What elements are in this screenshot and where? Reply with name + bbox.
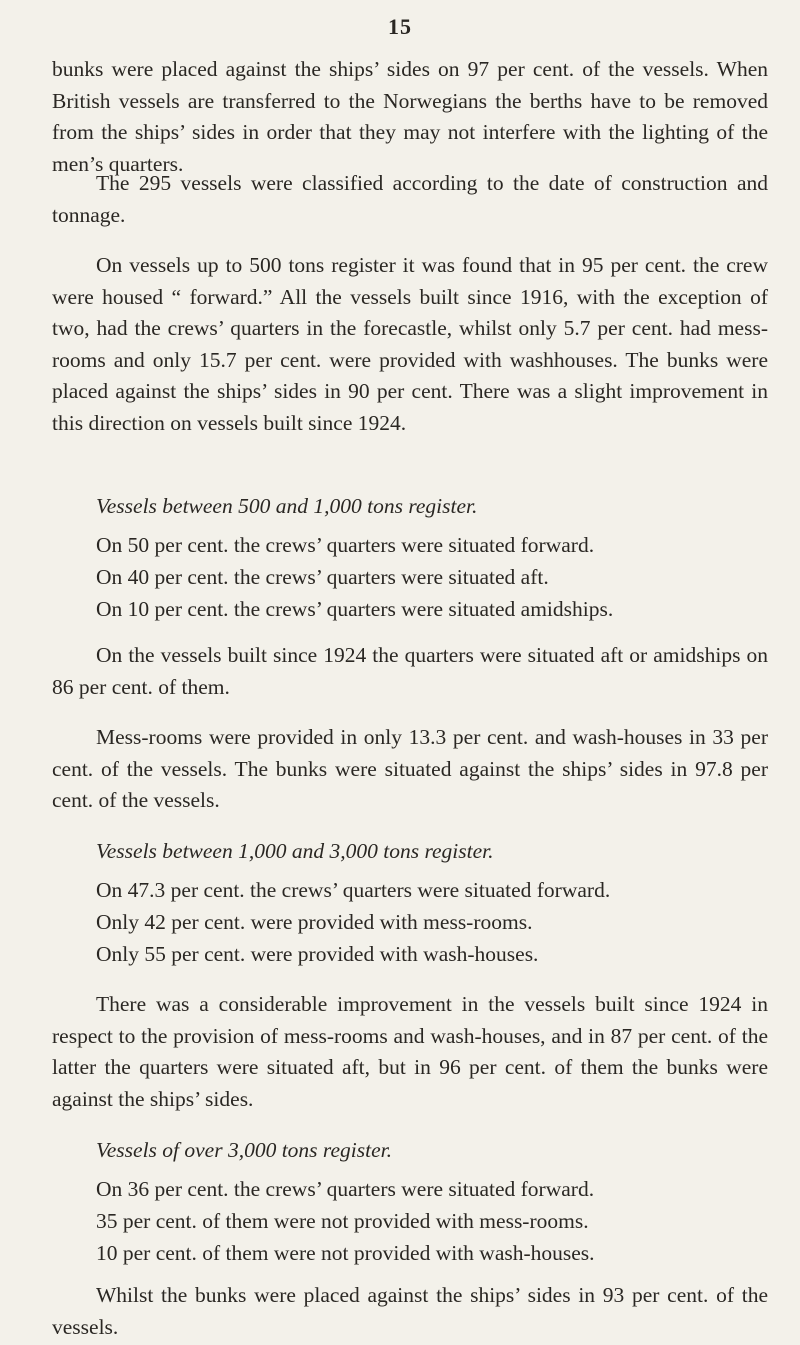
section-line: 10 per cent. of them were not provided with wash-houses.: [96, 1241, 595, 1265]
paragraph-built-since-1924: On the vessels built since 1924 the quarters were situated aft or amidships on 86 per cent. of them.: [52, 643, 768, 699]
paragraph-under-500-tons: On vessels up to 500 tons register it was found that in 95 per cent. the crew were housed “ forward.” All the vessels built since 1916, with the exception of two, had the crews’ quarters in the forecastle, whilst only 5.7 per cent. had mess-rooms and only 15.7 per cent. were provided with washhouses. The bunks were placed against the ships’ sides in 90 per cent. There was a slight improvement in this direction on vessels built since 1924.: [52, 253, 768, 435]
paragraph-improvement: There was a considerable improvement in the vessels built since 1924 in respect to the provision of mess-rooms and wash-houses, and in 87 per cent. of the latter the quarters were situated aft, but in 96 per cent. of them the bunks were against the ships’ sides.: [52, 992, 768, 1111]
section-line: On 50 per cent. the crews’ quarters were situated forward.: [96, 533, 595, 557]
section-heading-over-3000: Vessels of over 3,000 tons register.: [96, 1138, 393, 1162]
section-line: On 36 per cent. the crews’ quarters were situated forward.: [96, 1177, 595, 1201]
section-heading-500-1000: Vessels between 500 and 1,000 tons register.: [96, 494, 478, 518]
section-line: Only 42 per cent. were provided with mess-rooms.: [96, 910, 533, 934]
section-line: On 40 per cent. the crews’ quarters were situated aft.: [96, 565, 549, 589]
page-number: 15: [388, 14, 412, 39]
section-line: On 47.3 per cent. the crews’ quarters were situated forward.: [96, 878, 611, 902]
section-line: 35 per cent. of them were not provided with mess-rooms.: [96, 1209, 589, 1233]
paragraph-berths: bunks were placed against the ships’ sides on 97 per cent. of the vessels. When British vessels are transferred to the Norwegians the berths have to be removed from the ships’ sides in order that they may not interfere with the lighting of the men’s quarters.: [52, 57, 768, 176]
section-line: On 10 per cent. the crews’ quarters were situated amidships.: [96, 597, 614, 621]
paragraph-whilst-bunks: Whilst the bunks were placed against the ships’ sides in 93 per cent. of the vessels.: [52, 1283, 768, 1339]
paragraph-classification: The 295 vessels were classified according to the date of construction and tonnage.: [52, 171, 768, 227]
section-line: Only 55 per cent. were provided with wash-houses.: [96, 942, 539, 966]
section-heading-1000-3000: Vessels between 1,000 and 3,000 tons register.: [96, 839, 494, 863]
paragraph-mess-rooms: Mess-rooms were provided in only 13.3 per cent. and wash-houses in 33 per cent. of the vessels. The bunks were situated against the ships’ sides in 97.8 per cent. of the vessels.: [52, 725, 768, 813]
